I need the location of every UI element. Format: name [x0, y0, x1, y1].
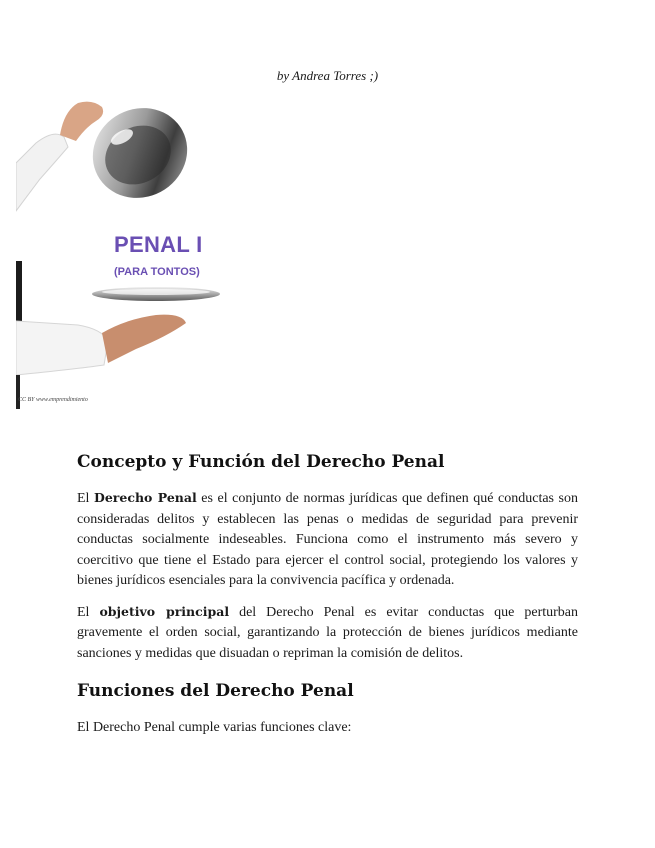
section-heading-concepto: Concepto y Función del Derecho Penal	[77, 452, 445, 472]
section-heading-funciones: Funciones del Derecho Penal	[77, 681, 354, 701]
cover-credit: CC BY www.emprendimiento	[18, 397, 88, 403]
text-prefix: El	[77, 604, 100, 620]
cover-title: PENAL I	[114, 232, 203, 257]
text-body: es el conjunto de normas jurídicas que definen qué conductas son consideradas delitos y establecen las penas o medidas de seguridad para prevenir conductas socialmente indeseables. Funciona como el instrumento más severo y coercitivo que tiene el Estado para ejercer el control social, protegiendo los valores y bienes jurídicos esenciales para la convivencia pacífica y ordenada.	[77, 491, 578, 588]
bold-term: Derecho Penal	[94, 490, 197, 505]
paragraph-definicion	[77, 488, 578, 592]
bold-term: objetivo principal	[99, 603, 230, 619]
text-body: del Derecho Penal es evitar conductas que perturban gravemente el orden social, garantizando la protección de bienes jurídicos mediante sanciones y medidas que disuadan o repriman la comisión de delitos.	[77, 604, 578, 661]
cover-image	[16, 93, 228, 413]
text-prefix: El	[77, 491, 94, 506]
paragraph-objetivo	[77, 602, 578, 665]
paragraph-intro-funciones: El Derecho Penal cumple varias funciones clave:	[77, 720, 352, 735]
document-body	[77, 452, 578, 739]
author-line: by Andrea Torres ;)	[276, 68, 379, 83]
cover-subtitle: (PARA TONTOS)	[114, 266, 200, 278]
